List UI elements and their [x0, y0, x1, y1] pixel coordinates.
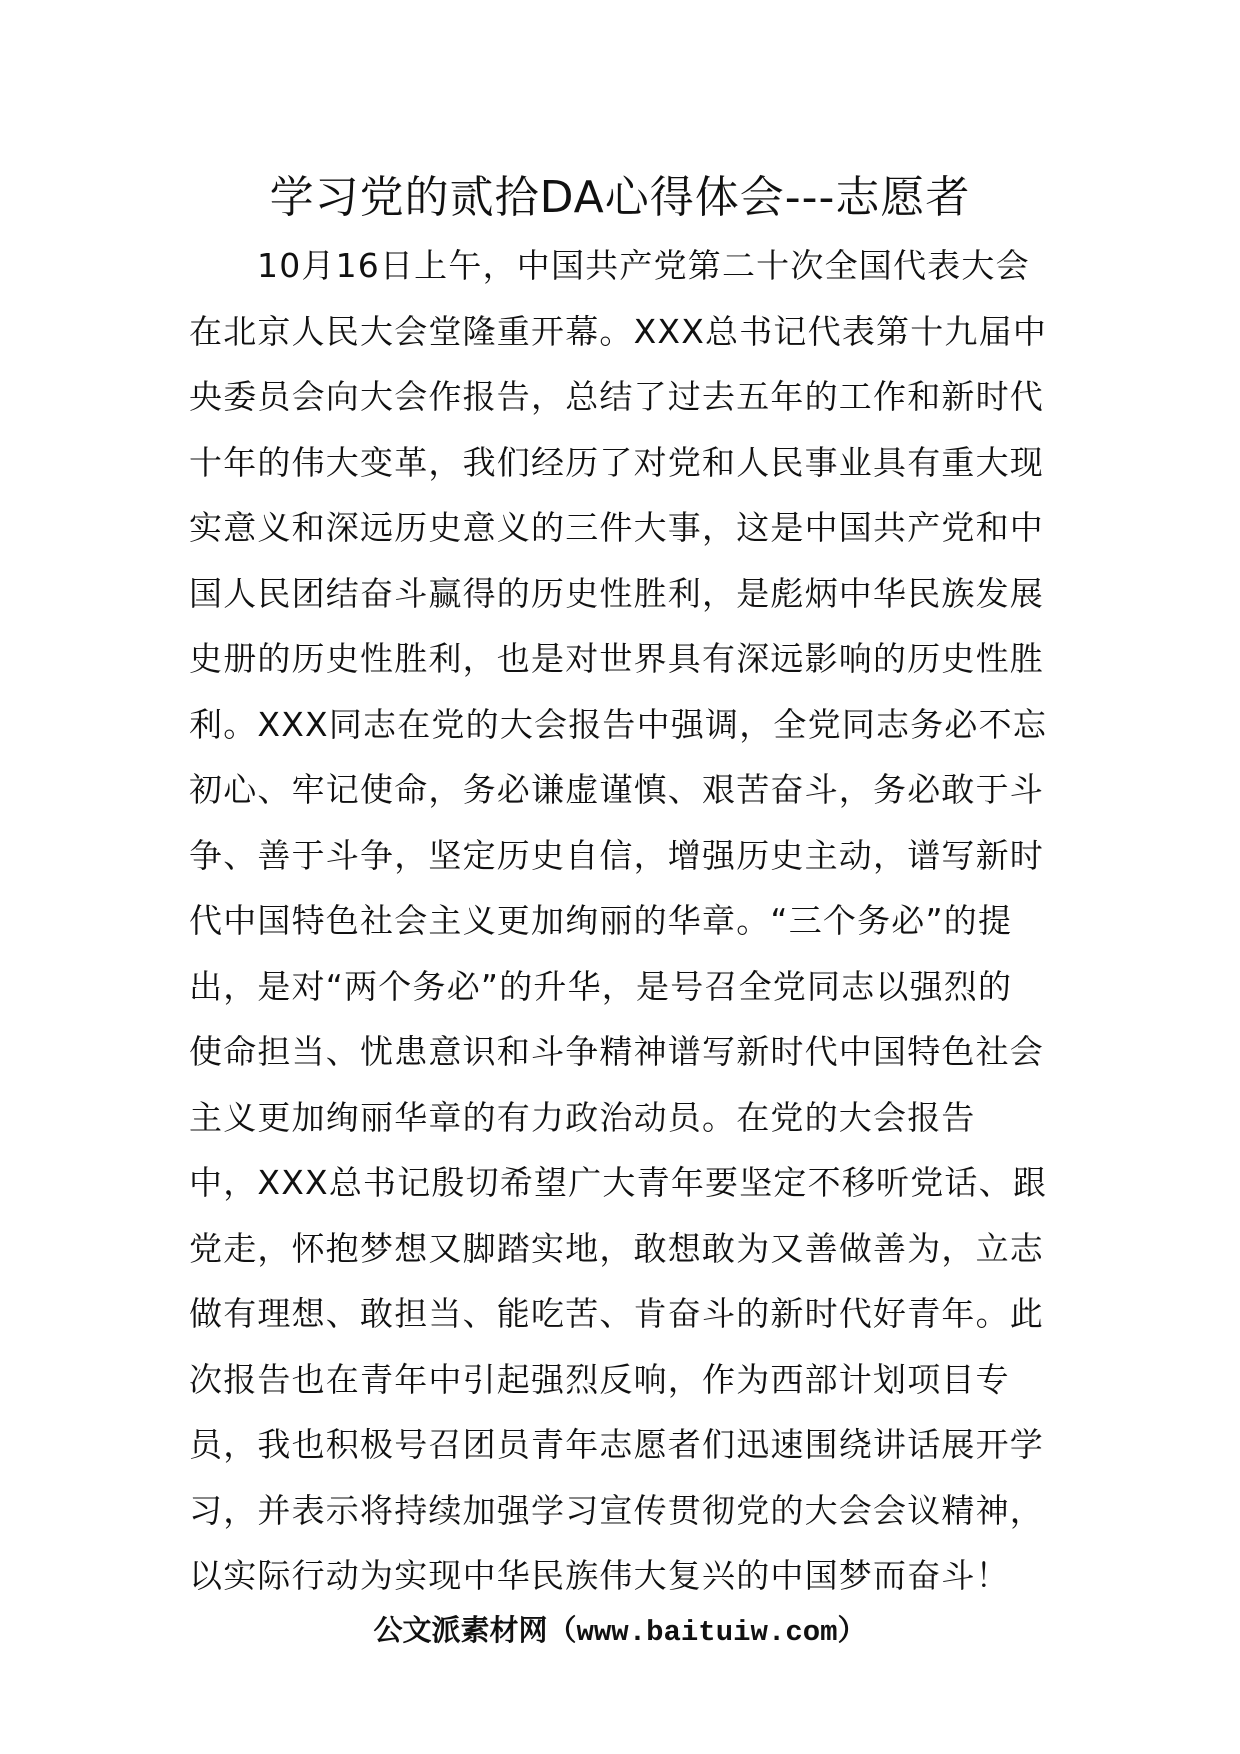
paragraph-line: 习，并表示将持续加强学习宣传贯彻党的大会会议精神，: [189, 1490, 1044, 1530]
paragraph-line: 初心、牢记使命，务必谦虚谨慎、艰苦奋斗，务必敢于斗: [189, 770, 1044, 809]
paragraph-line: 员，我也积极号召团员青年志愿者们迅速围绕讲话展开学: [189, 1425, 1044, 1464]
paragraph-line: 央委员会向大会作报告，总结了过去五年的工作和新时代: [189, 377, 1044, 416]
paragraph-line: 在北京人民大会堂隆重开幕。XXX总书记代表第十九届中: [189, 311, 1048, 351]
paragraph-line: 实意义和深远历史意义的三件大事，这是中国共产党和中: [189, 508, 1044, 547]
footer-url-link[interactable]: www.baituiw.com: [576, 1616, 838, 1649]
paragraph-line: 出，是对“两个务必”的升华，是号召全党同志以强烈的: [189, 966, 1013, 1006]
paragraph-line: 史册的历史性胜利，也是对世界具有深远影响的历史性胜: [189, 639, 1044, 678]
paragraph-line: 主义更加绚丽华章的有力政治动员。在党的大会报告: [189, 1097, 976, 1137]
footer-site-name: 公文派素材网: [373, 1613, 548, 1647]
paragraph-line: 以实际行动为实现中华民族伟大复兴的中国梦而奋斗！: [189, 1556, 1010, 1595]
paragraph-line: 十年的伟大变革，我们经历了对党和人民事业具有重大现: [189, 442, 1044, 482]
footer-close-paren: ）: [837, 1613, 867, 1647]
paragraph-line: 国人民团结奋斗赢得的历史性胜利，是彪炳中华民族发展: [189, 573, 1044, 613]
paragraph-line: 代中国特色社会主义更加绚丽的华章。“三个务必”的提: [189, 901, 1013, 940]
footer-source: [0, 1610, 1240, 1653]
paragraph-line: 争、善于斗争，坚定历史自信，增强历史主动，谱写新时: [189, 835, 1044, 875]
body-paragraph: [189, 233, 1051, 1609]
paragraph-line: 党走，怀抱梦想又脚踏实地，敢想敢为又善做善为，立志: [189, 1228, 1044, 1268]
paragraph-line: 10月16日上午，中国共产党第二十次全国代表大会: [257, 246, 1030, 285]
paragraph-line: 中，XXX总书记殷切希望广大青年要坚定不移听党话、跟: [189, 1163, 1048, 1202]
paragraph-line: 做有理想、敢担当、能吃苦、肯奋斗的新时代好青年。此: [189, 1294, 1044, 1333]
paragraph-line: 利。XXX同志在党的大会报告中强调，全党同志务必不忘: [189, 704, 1048, 744]
paragraph-line: 次报告也在青年中引起强烈反响，作为西部计划项目专: [189, 1359, 1010, 1399]
footer-open-paren: （: [547, 1613, 577, 1647]
paragraph-line: 使命担当、忧患意识和斗争精神谱写新时代中国特色社会: [189, 1032, 1044, 1071]
document-title: 学习党的贰拾DA心得体会---志愿者: [269, 172, 971, 223]
